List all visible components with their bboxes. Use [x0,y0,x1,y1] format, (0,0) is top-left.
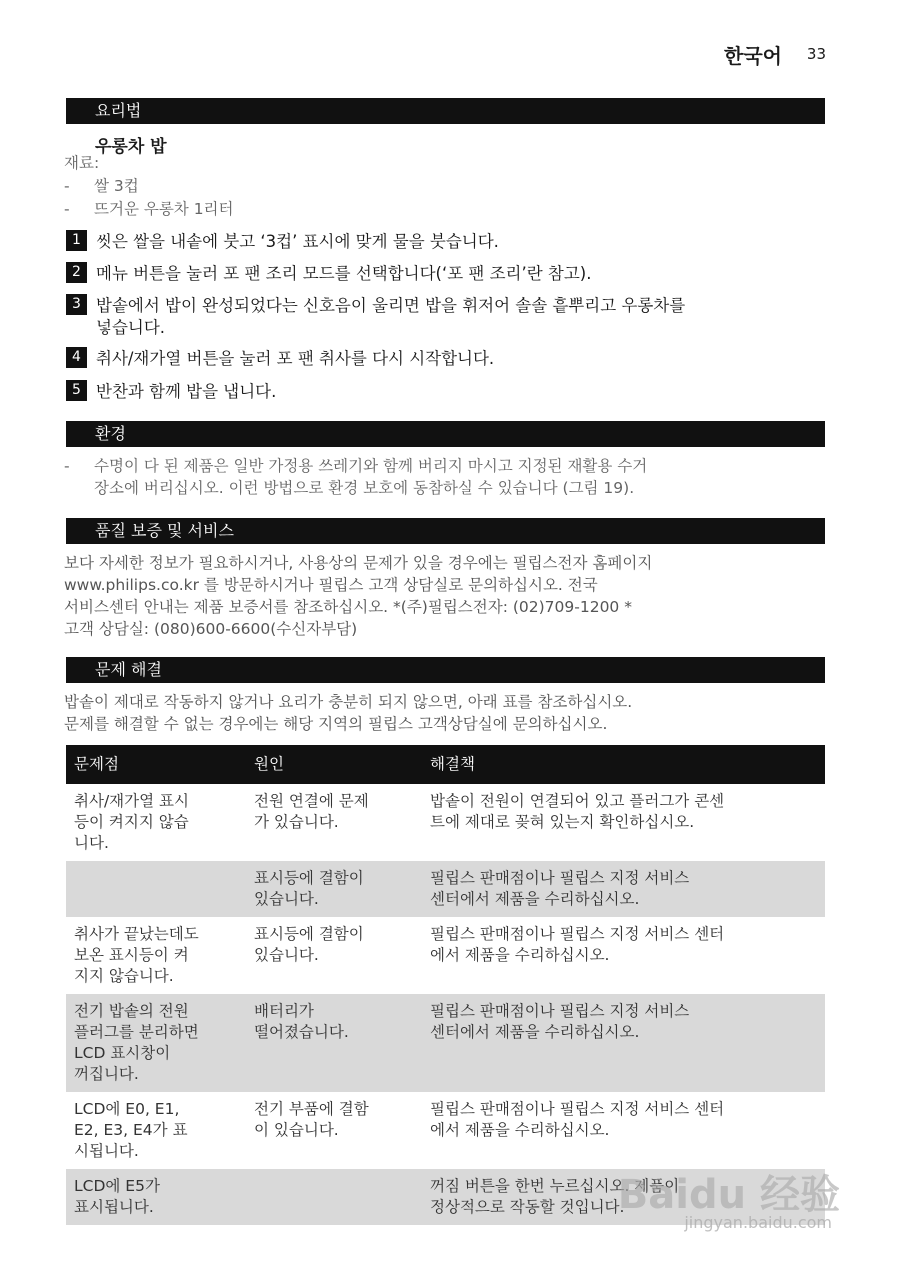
step-number: 4 [66,347,87,368]
table-cell-cause [246,1169,422,1225]
warranty-line: 보다 자세한 정보가 필요하시거나, 사용상의 문제가 있을 경우에는 필립스전자 홈페이지 [64,554,653,572]
cell-line: 밥솥이 전원이 연결되어 있고 플러그가 콘센 [430,792,725,810]
table-cell-solution [422,917,825,994]
column-header-solution: 해결책 [422,745,825,784]
cell-line: 지지 않습니다. [74,967,174,985]
warranty-line: www.philips.co.kr 를 방문하시거나 필립스 고객 상담실로 문의하십시오. 전국 [64,576,598,594]
cell-line: 떨어졌습니다. [254,1023,349,1041]
cell-line: 꺼집니다. [74,1065,139,1083]
cell-line: 전원 연결에 문제 [254,792,369,810]
section-header-environment: 환경 [66,421,825,447]
table-cell-problem [66,1169,246,1225]
cell-line: 배터리가 [254,1002,314,1020]
cell-line: 필립스 판매점이나 필립스 지정 서비스 센터 [430,925,725,943]
table-row [66,861,825,917]
cell-line: 필립스 판매점이나 필립스 지정 서비스 센터 [430,1100,725,1118]
section-header-recipe: 요리법 [66,98,825,124]
table-cell-cause [246,917,422,994]
cell-line: 센터에서 제품을 수리하십시오. [430,890,640,908]
cell-line: 센터에서 제품을 수리하십시오. [430,1023,640,1041]
table-cell-problem [66,1092,246,1169]
table-cell-solution [422,861,825,917]
watermark-logo: Baidu 经验 [617,1172,840,1218]
cell-line: 전기 부품에 결함 [254,1100,369,1118]
cell-line: 정상적으로 작동할 것입니다. [430,1198,625,1216]
cell-line: 에서 제품을 수리하십시오. [430,946,610,964]
cell-line: 전기 밥솥의 전원 [74,1002,189,1020]
cell-line: 꺼짐 버튼을 한번 누르십시오. 제품이 [430,1177,680,1195]
cell-line: 플러그를 분리하면 [74,1023,199,1041]
column-header-cause: 원인 [246,745,422,784]
cell-line: 취사가 끝났는데도 [74,925,199,943]
cell-line: 에서 제품을 수리하십시오. [430,1121,610,1139]
cell-line: 있습니다. [254,946,319,964]
page-number: 33 [806,45,826,63]
cell-line: 표시등에 결함이 [254,869,364,887]
cell-line: 표시됩니다. [74,1198,154,1216]
cell-line: 있습니다. [254,890,319,908]
section-header-warranty: 품질 보증 및 서비스 [66,518,825,544]
column-header-problem: 문제점 [66,745,246,784]
watermark-url: jingyan.baidu.com [684,1213,832,1232]
table-row [66,917,825,994]
cell-line: LCD 표시창이 [74,1044,171,1062]
dish-title: 우롱차 밥 [95,137,167,157]
table-header-row [66,745,825,784]
cell-line: 니다. [74,834,109,852]
step-number: 3 [66,294,87,315]
table-cell-cause [246,861,422,917]
step-number: 2 [66,262,87,283]
cell-line: 표시등에 결함이 [254,925,364,943]
cell-line: 이 있습니다. [254,1121,339,1139]
cell-line: 시됩니다. [74,1142,139,1160]
cell-line: 가 있습니다. [254,813,339,831]
cell-line: 필립스 판매점이나 필립스 지정 서비스 [430,1002,690,1020]
step-number: 1 [66,230,87,251]
section-header-troubleshooting: 문제 해결 [66,657,825,683]
table-cell-problem [66,994,246,1092]
ingredients-label: 재료: [64,154,100,172]
table-cell-cause [246,1092,422,1169]
warranty-line: 고객 상담실: (080)600-6600(수신자부담) [64,620,358,638]
cell-line: 등이 켜지지 않습 [74,813,189,831]
warranty-line: 서비스센터 안내는 제품 보증서를 참조하십시오. *(주)필립스전자: (02)709-1200 * [64,598,632,616]
troubleshooting-intro-line: 밥솥이 제대로 작동하지 않거나 요리가 충분히 되지 않으면, 아래 표를 참조하십시오. [64,693,633,711]
table-row [66,994,825,1092]
table-cell-cause [246,994,422,1092]
cell-line: 트에 제대로 꽂혀 있는지 확인하십시오. [430,813,695,831]
troubleshooting-table [66,745,825,1225]
cell-line: LCD에 E0, E1, [74,1100,180,1118]
table-cell-problem [66,784,246,861]
table-cell-cause [246,784,422,861]
table-cell-solution [422,994,825,1092]
table-cell-solution [422,1092,825,1169]
table-cell-problem [66,861,246,917]
table-cell-problem [66,917,246,994]
cell-line: E2, E3, E4가 표 [74,1121,188,1139]
cell-line: 취사/재가열 표시 [74,792,189,810]
cell-line: 필립스 판매점이나 필립스 지정 서비스 [430,869,690,887]
table-cell-solution [422,784,825,861]
cell-line: LCD에 E5가 [74,1177,160,1195]
language-label: 한국어 [724,44,782,68]
troubleshooting-intro-line: 문제를 해결할 수 없는 경우에는 해당 지역의 필립스 고객상담실에 문의하십시오. [64,715,608,733]
table-row [66,784,825,861]
table-row [66,1092,825,1169]
step-number: 5 [66,380,87,401]
cell-line: 보온 표시등이 켜 [74,946,189,964]
